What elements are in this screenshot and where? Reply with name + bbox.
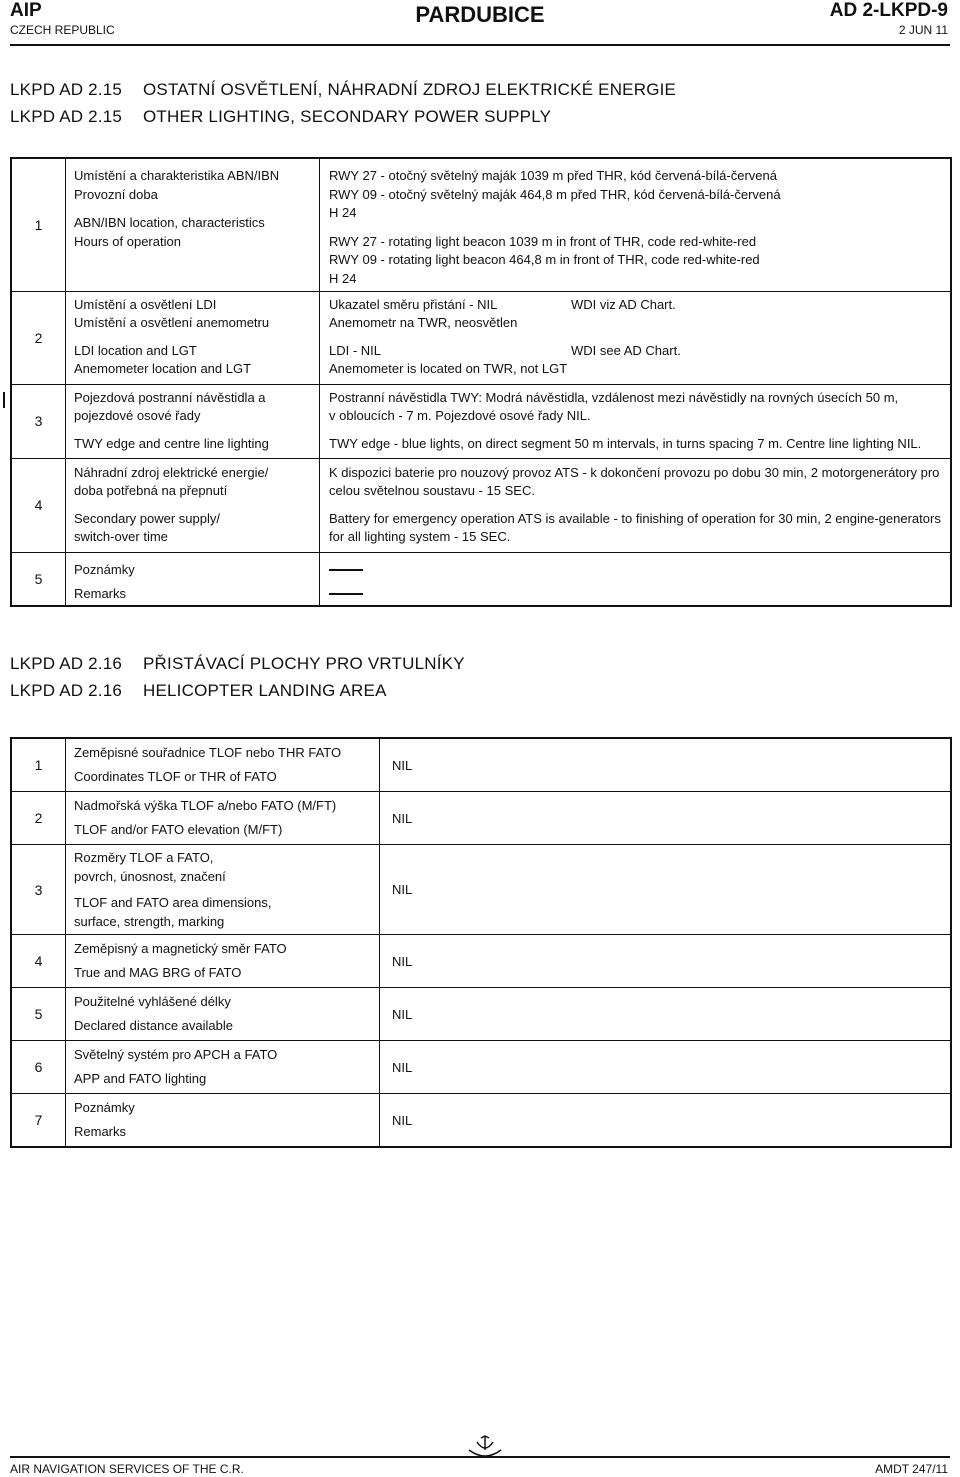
label-cz: Náhradní zdroj elektrické energie/ [74,464,269,480]
row-label [66,458,320,552]
row-label [66,158,320,291]
row-value [320,458,952,552]
section-215-title-cz [10,80,676,100]
row-number: 4 [34,953,43,969]
label-cz: Světelný systém pro APCH a FATO [74,1047,278,1062]
row-number: 4 [34,497,43,513]
value-line: Anemometer is located on TWR, not LGT [329,361,568,376]
label-cz: Zeměpisný a magnetický směr FATO [74,941,287,956]
row-value [320,158,952,291]
value-line: Battery for emergency operation ATS is available - to finishing of operation for 30 min, 2 engine-generators [329,510,941,526]
row-number: 5 [34,570,43,587]
table-row [11,458,951,552]
table-other-lighting [10,157,952,607]
label-cz: Umístění a charakteristika ABN/IBN [74,168,280,183]
label-cz: Nadmořská výška TLOF a/nebo FATO (M/FT) [74,798,337,813]
row-value [320,552,952,606]
table-helicopter-landing-area [10,737,952,1148]
value-text: WDI viz AD Chart. [571,296,676,312]
section-216-title-en [10,681,387,701]
section-title-text: OTHER LIGHTING, SECONDARY POWER SUPPLY [143,107,552,126]
label-en: switch-over time [74,529,168,544]
section-code: LKPD AD 2.16 [10,681,123,700]
label-cz: povrch, únosnost, značení [74,868,226,884]
section-title-text: HELICOPTER LANDING AREA [143,681,387,700]
row-label [66,845,380,935]
value-text: Ukazatel směru přistání - NIL [329,296,498,312]
publisher-label: AIR NAVIGATION SERVICES OF THE C.R. [10,1462,244,1476]
label-cz: Poznámky [74,561,135,577]
value-line [329,342,950,361]
value-text: WDI see AD Chart. [571,342,681,358]
row-value: NIL [392,953,413,969]
remarks-dash-en [329,593,363,595]
row-number: 7 [34,1112,43,1128]
row-value: NIL [392,810,413,826]
table-row [11,935,951,988]
label-en: Secondary power supply/ [74,510,220,526]
header-rule [10,44,950,46]
section-code: LKPD AD 2.15 [10,107,123,126]
value-line: RWY 27 - rotating light beacon 1039 m in front of THR, code red-white-red [329,233,757,249]
section-title-text: PŘISTÁVACÍ PLOCHY PRO VRTULNÍKY [143,654,465,673]
label-en: True and MAG BRG of FATO [74,965,242,980]
label-cz: Provozní doba [74,186,158,202]
table-row [11,738,951,792]
value-line: Anemometr na TWR, neosvětlen [329,315,518,330]
label-en: Hours of operation [74,233,181,249]
section-216-title-cz [10,654,465,674]
country-label: CZECH REPUBLIC [10,23,115,37]
row-number: 5 [34,1006,43,1022]
row-value: NIL [392,882,413,897]
section-code: LKPD AD 2.15 [10,80,123,99]
label-cz: Umístění a osvětlení anemometru [74,315,270,330]
section-code: LKPD AD 2.16 [10,654,123,673]
label-en: LDI location and LGT [74,342,197,358]
row-number: 2 [34,329,43,346]
value-line [329,296,950,315]
row-number: 6 [34,1059,43,1075]
row-number: 3 [34,413,43,429]
table-row [11,158,951,291]
page-code: AD 2-LKPD-9 [829,0,948,21]
value-text: LDI - NIL [329,342,382,358]
label-en: TWY edge and centre line lighting [74,435,269,451]
label-en: APP and FATO lighting [74,1071,207,1086]
aip-label: AIP [10,0,42,21]
label-cz: Poznámky [74,1100,135,1115]
effective-date: 2 JUN 11 [898,23,948,37]
section-title-text: OSTATNÍ OSVĚTLENÍ, NÁHRADNÍ ZDROJ ELEKTRICKÉ ENERGIE [143,80,677,99]
value-line: RWY 27 - otočný světelný maják 1039 m před THR, kód červená-bílá-červená [329,168,777,183]
row-label [66,1094,380,1148]
ans-cr-logo-icon [465,1434,505,1465]
row-value [320,291,952,384]
row-label [66,291,320,384]
table-row [11,988,951,1041]
label-cz: pojezdové osové řady [74,408,201,423]
row-label [66,935,380,988]
row-value: NIL [392,757,413,773]
label-en: Coordinates TLOF or THR of FATO [74,769,277,784]
label-cz: Zeměpisné souřadnice TLOF nebo THR FATO [74,745,342,760]
row-label [66,552,320,606]
row-value: NIL [392,1112,413,1128]
label-cz: Umístění a osvětlení LDI [74,296,217,312]
label-cz: Rozměry TLOF a FATO, [74,850,214,865]
row-value: NIL [392,1059,413,1075]
amendment-change-bar [3,392,5,408]
table-row [11,384,951,458]
label-en: surface, strength, marking [74,913,225,929]
label-en: Anemometer location and LGT [74,361,252,376]
value-line: for all lighting system - 15 SEC. [329,529,511,544]
label-en: Remarks [74,1124,127,1139]
label-en: TLOF and/or FATO elevation (M/FT) [74,822,283,837]
row-label [66,988,380,1041]
row-label [66,738,380,792]
row-label [66,384,320,458]
row-label [66,792,380,845]
value-line: Postranní návěstidla TWY: Modrá návěstidla, vzdálenost mezi návěstidly na rovných úsecích 50 m, [329,389,899,405]
section-215-title-en [10,107,551,127]
header-right [830,0,948,38]
value-line: RWY 09 - otočný světelný maják 464,8 m před THR, kód červená-bílá-červená [329,186,781,202]
value-line: TWY edge - blue lights, on direct segment 50 m intervals, in turns spacing 7 m. Centre line lighting NIL. [329,435,922,451]
value-line: v obloucích - 7 m. Pojezdové osové řady NIL. [329,408,591,423]
row-number: 1 [34,216,43,233]
value-line: celou světelnou soustavu - 15 SEC. [329,483,535,498]
value-line: H 24 [329,205,357,220]
value-line: H 24 [329,270,357,286]
table-row [11,291,951,384]
label-cz: Použitelné vyhlášené délky [74,994,231,1009]
footer-rule [10,1456,950,1458]
label-en: Remarks [74,585,127,601]
table-row [11,845,951,935]
table-row [11,792,951,845]
row-number: 3 [34,881,43,898]
value-line: RWY 09 - rotating light beacon 464,8 m in front of THR, code red-white-red [329,252,760,267]
row-value [320,384,952,458]
airport-title: PARDUBICE [415,2,545,27]
row-number: 1 [34,757,43,773]
label-en: TLOF and FATO area dimensions, [74,895,272,910]
value-line: K dispozici baterie pro nouzový provoz ATS - k dokončení provozu po dobu 30 min, 2 motorgenerátory pro [329,464,940,480]
label-cz: Pojezdová postranní návěstidla a [74,389,266,405]
row-number: 2 [34,810,43,826]
row-label [66,1041,380,1094]
table-row [11,552,951,606]
label-en: ABN/IBN location, characteristics [74,215,265,230]
row-value: NIL [392,1006,413,1022]
remarks-dash-cz [329,569,363,571]
amendment-label: AMDT 247/11 [875,1462,948,1476]
label-en: Declared distance available [74,1018,233,1033]
table-row [11,1094,951,1148]
label-cz: doba potřebná na přepnutí [74,483,228,498]
table-row [11,1041,951,1094]
